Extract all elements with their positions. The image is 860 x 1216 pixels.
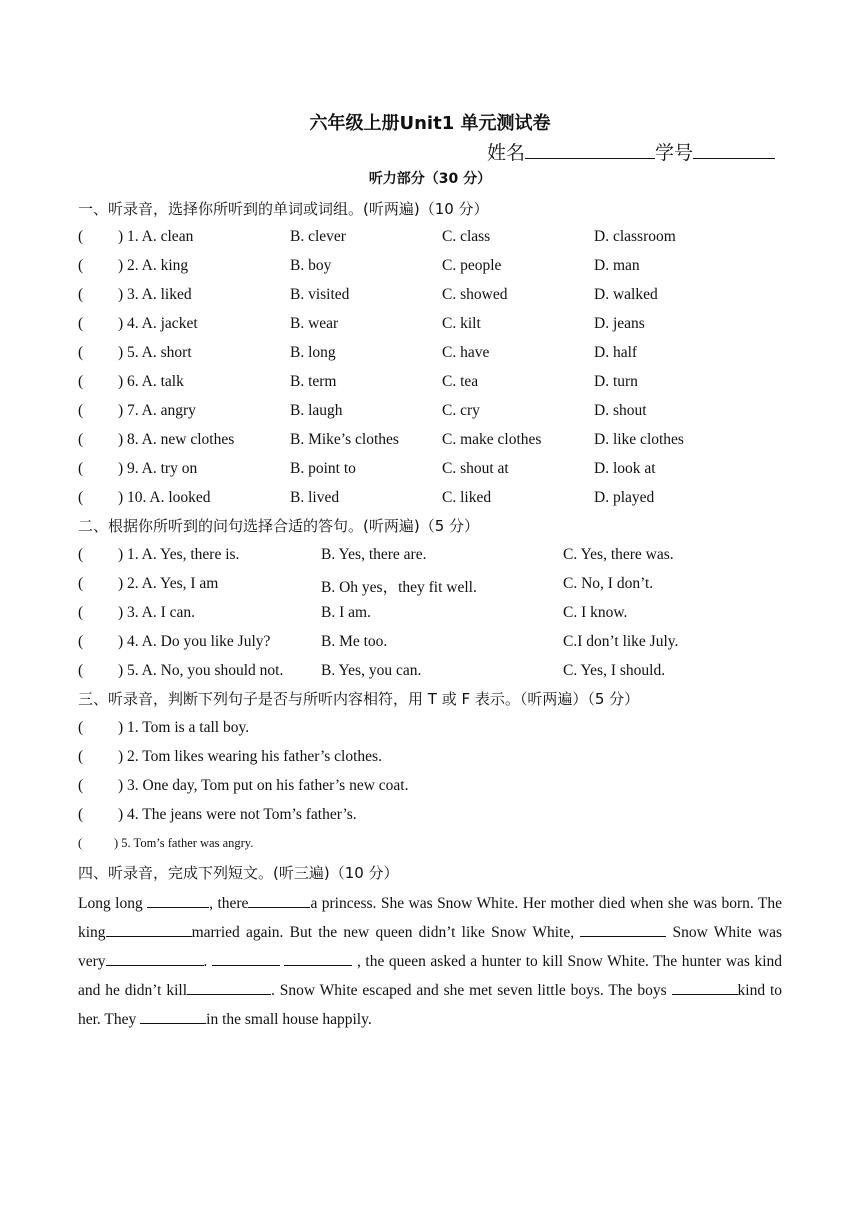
question-row [78, 604, 788, 626]
option-b: B. I am. [321, 604, 371, 621]
option-c: C.I don’t like July. [563, 633, 679, 650]
judgement-row [78, 777, 408, 795]
question-row [78, 402, 788, 424]
option-c: C. people [442, 257, 502, 274]
option-a: ) 9. A. try on [118, 460, 198, 477]
answer-blank[interactable] [106, 922, 192, 937]
passage-text: kind to her. They [78, 982, 782, 1028]
answer-paren[interactable]: ( [78, 633, 84, 650]
answer-blank[interactable] [147, 893, 209, 908]
option-a: ) 3. A. I can. [118, 604, 196, 621]
answer-blank[interactable] [212, 951, 280, 966]
question-row [78, 546, 788, 568]
option-c: C. shout at [442, 460, 509, 477]
question-row [78, 257, 788, 279]
option-c: C. kilt [442, 315, 481, 332]
question-row [78, 373, 788, 395]
answer-blank[interactable] [580, 922, 666, 937]
question-row [78, 662, 788, 684]
option-a: ) 7. A. angry [118, 402, 196, 419]
passage-text: in the small house happily. [206, 1011, 372, 1028]
option-a: ) 2. A. king [118, 257, 189, 274]
option-d: D. played [594, 489, 655, 506]
answer-blank[interactable] [672, 980, 738, 995]
judgement-row [78, 748, 382, 766]
statement-text: ) 3. One day, Tom put on his father’s new coat. [118, 777, 409, 794]
question-row [78, 575, 788, 597]
option-d: D. look at [594, 460, 656, 477]
option-a: ) 1. A. clean [118, 228, 194, 245]
option-c: C. Yes, there was. [563, 546, 674, 563]
option-b: B. term [290, 373, 337, 390]
option-a: ) 4. A. Do you like July? [118, 633, 271, 650]
option-c: C. showed [442, 286, 508, 303]
option-a: ) 6. A. talk [118, 373, 184, 390]
answer-paren[interactable]: ( [78, 431, 84, 448]
question-row [78, 633, 788, 655]
part4-passage [78, 889, 782, 1034]
option-b: B. visited [290, 286, 350, 303]
name-label: 姓名 [487, 142, 526, 164]
option-a: ) 2. A. Yes, I am [118, 575, 219, 592]
option-b: B. point to [290, 460, 356, 477]
answer-paren[interactable]: ( [78, 228, 84, 245]
answer-paren[interactable]: ( [78, 344, 84, 361]
option-c: C. have [442, 344, 490, 361]
answer-paren[interactable]: ( [78, 662, 84, 679]
answer-paren[interactable]: ( [78, 402, 84, 419]
judgement-row [78, 806, 357, 824]
answer-paren[interactable]: ( [78, 286, 84, 303]
number-blank [693, 141, 775, 159]
option-b: B. clever [290, 228, 346, 245]
question-row [78, 460, 788, 482]
part4-heading: 四、听录音，完成下列短文。(听三遍)（10 分） [78, 864, 399, 882]
option-c: C. I know. [563, 604, 628, 621]
option-d: D. half [594, 344, 638, 361]
option-b: B. Me too. [321, 633, 388, 650]
judgement-row [78, 719, 249, 737]
answer-blank[interactable] [187, 980, 271, 995]
option-c: C. make clothes [442, 431, 542, 448]
passage-text: Long long [78, 895, 148, 912]
answer-paren[interactable]: ( [78, 373, 84, 390]
passage-text: , there [209, 895, 249, 912]
answer-blank[interactable] [106, 951, 204, 966]
option-b: B. Mike’s clothes [290, 431, 399, 448]
answer-paren[interactable]: ( [78, 257, 84, 274]
part3-heading: 三、听录音，判断下列句子是否与所听内容相符，用 T 或 F 表示。（听两遍）（5 分） [78, 690, 640, 708]
question-row [78, 315, 788, 337]
answer-paren[interactable]: ( [78, 836, 83, 850]
option-c: C. cry [442, 402, 480, 419]
option-d: D. like clothes [594, 431, 684, 448]
answer-paren[interactable]: ( [78, 546, 84, 563]
option-d: D. turn [594, 373, 638, 390]
option-d: D. walked [594, 286, 658, 303]
option-b: B. lived [290, 489, 340, 506]
passage-text: . Snow White escaped and she met seven little boys. The boys [271, 982, 672, 999]
option-b: B. Oh yes，they fit well. [321, 579, 477, 596]
question-row [78, 286, 788, 308]
answer-paren[interactable]: ( [78, 777, 84, 794]
question-row [78, 489, 788, 511]
number-label: 学号 [655, 142, 694, 164]
answer-paren[interactable]: ( [78, 604, 84, 621]
passage-text: a princess. She was Snow White. Her mother died when she was born. The king [78, 895, 783, 941]
passage-text: , the queen asked a hunter to kill Snow White. The hunter was kind and he didn’t kill [78, 953, 782, 999]
option-a: ) 5. A. short [118, 344, 192, 361]
option-b: B. wear [290, 315, 339, 332]
option-a: ) 3. A. liked [118, 286, 192, 303]
student-info-line [487, 138, 775, 165]
option-b: B. Yes, you can. [321, 662, 422, 679]
answer-paren[interactable]: ( [78, 748, 84, 765]
option-a: ) 10. A. looked [118, 489, 211, 506]
part1-heading: 一、听录音，选择你所听到的单词或词组。(听两遍)（10 分） [78, 200, 489, 218]
option-b: B. boy [290, 257, 332, 274]
answer-paren[interactable]: ( [78, 460, 84, 477]
option-d: D. man [594, 257, 640, 274]
option-a: ) 5. A. No, you should not. [118, 662, 284, 679]
answer-paren[interactable]: ( [78, 575, 84, 592]
answer-paren[interactable]: ( [78, 806, 84, 823]
judgement-row [78, 836, 253, 851]
option-d: D. jeans [594, 315, 645, 332]
option-b: B. laugh [290, 402, 343, 419]
option-a: ) 1. A. Yes, there is. [118, 546, 240, 563]
option-d: D. shout [594, 402, 647, 419]
answer-blank[interactable] [284, 951, 352, 966]
question-row [78, 431, 788, 453]
statement-text: ) 4. The jeans were not Tom’s father’s. [118, 806, 357, 823]
answer-paren[interactable]: ( [78, 719, 84, 736]
option-d: D. classroom [594, 228, 676, 245]
option-b: B. long [290, 344, 336, 361]
answer-blank[interactable] [248, 893, 310, 908]
answer-blank[interactable] [140, 1009, 206, 1024]
question-row [78, 344, 788, 366]
name-blank [525, 141, 655, 159]
option-c: C. tea [442, 373, 479, 390]
page-title: 六年级上册Unit1 单元测试卷 [309, 113, 551, 134]
question-row [78, 228, 788, 250]
passage-text: . [203, 953, 212, 970]
option-a: ) 8. A. new clothes [118, 431, 235, 448]
option-c: C. Yes, I should. [563, 662, 666, 679]
option-c: C. No, I don’t. [563, 575, 654, 592]
part2-heading: 二、根据你所听到的问句选择合适的答句。(听两遍)（5 分） [78, 517, 480, 535]
statement-text: ) 5. Tom’s father was angry. [114, 836, 254, 850]
section-title: 听力部分（30 分） [368, 171, 492, 187]
option-a: ) 4. A. jacket [118, 315, 198, 332]
option-b: B. Yes, there are. [321, 546, 427, 563]
option-c: C. class [442, 228, 491, 245]
answer-paren[interactable]: ( [78, 315, 84, 332]
statement-text: ) 1. Tom is a tall boy. [118, 719, 250, 736]
answer-paren[interactable]: ( [78, 489, 84, 506]
option-c: C. liked [442, 489, 492, 506]
statement-text: ) 2. Tom likes wearing his father’s clothes. [118, 748, 382, 765]
passage-text: Snow White was very [78, 924, 782, 970]
passage-text: married again. But the new queen didn’t like Snow White, [191, 924, 581, 941]
